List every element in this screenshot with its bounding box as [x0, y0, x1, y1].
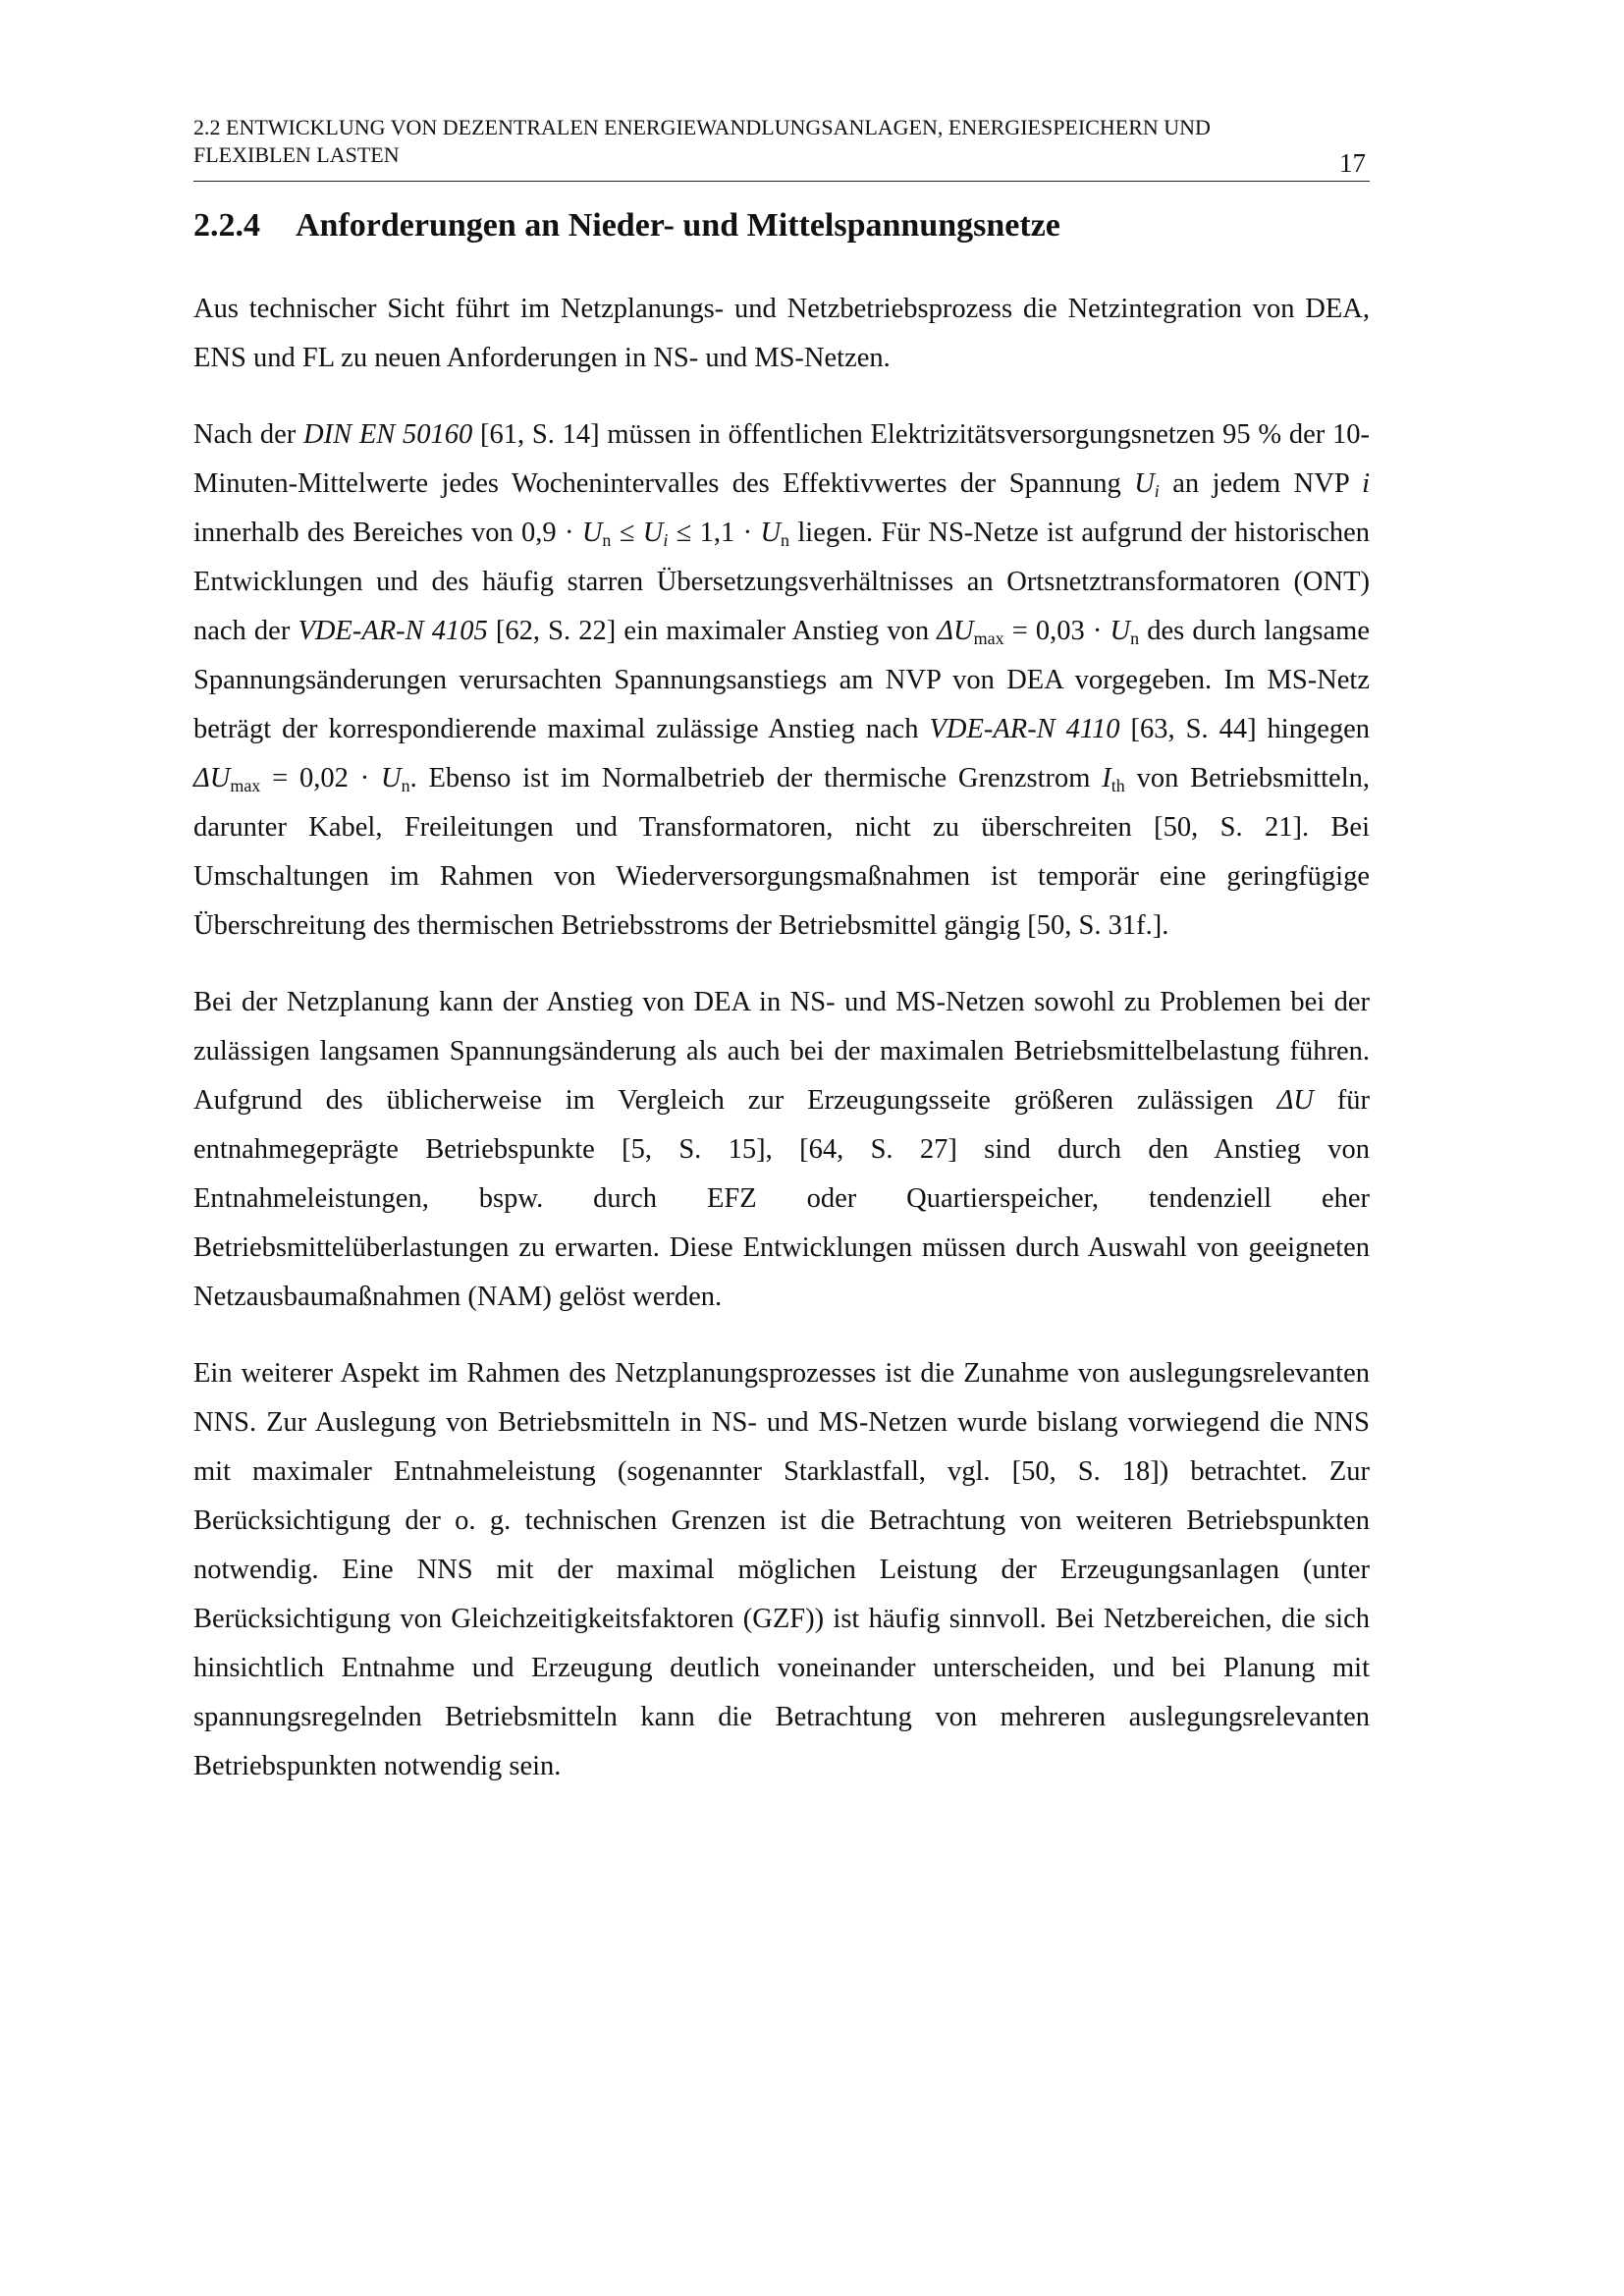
text-run: [63, S. 44] hingegen [1119, 714, 1370, 744]
math-subscript: n [781, 530, 790, 550]
math-symbol: U [1134, 468, 1155, 499]
math-symbol: i [1362, 468, 1370, 499]
standard-reference: VDE-AR-N 4105 [298, 616, 488, 646]
text-run: Nach der [193, 419, 304, 450]
text-run: von Betriebsmitteln, darunter Kabel, Freileitungen und Transformatoren, nicht zu überschreiten [50, S. 21]. Bei Umschaltungen im Rahmen von Wiederversorgungsmaßnahmen ist temporär eine geringfügige Überschreitung des thermischen Betriebsstroms der Betriebsmittel gängig [50, S. 31f.]. [193, 763, 1370, 941]
text-run: . Ebenso ist im Normalbetrieb der thermische Grenzstrom [409, 763, 1103, 793]
body-text [193, 285, 1370, 1819]
math-subscript: n [602, 530, 612, 550]
math-symbol: U [642, 518, 664, 548]
math-symbol: U [1110, 616, 1131, 646]
math-subscript: i [663, 530, 669, 550]
math-subscript: th [1110, 776, 1125, 795]
text-run: = 0,03 · [1003, 616, 1110, 646]
page-number: 17 [1339, 148, 1366, 178]
math-subscript: n [401, 776, 410, 795]
text-run: des durch langsame Spannungsänderungen verursachten Spannungsanstiegs am NVP von DEA vorgegeben. Im MS-Netz beträgt der korrespondierende maximal zulässige Anstieg nach [193, 616, 1370, 744]
math-symbol: U [760, 518, 782, 548]
standard-reference: DIN EN 50160 [303, 419, 473, 450]
section-number: 2.2.4 [193, 207, 260, 244]
text-run: innerhalb des Bereiches von 0,9 · [193, 518, 582, 548]
text-run: = 0,02 · [260, 763, 381, 793]
math-symbol: ΔU [937, 616, 974, 646]
math-symbol: ΔU [193, 763, 231, 793]
header-chapter-title-line-1: 2.2 ENTWICKLUNG VON DEZENTRALEN ENERGIEWANDLUNGSANLAGEN, ENERGIESPEICHERN UND [193, 115, 1211, 139]
text-run: liegen. Für NS-Netze ist aufgrund der historischen Entwicklungen und des häufig starren Übersetzungsverhältnisses an Ortsnetztransformatoren (ONT) nach der [193, 518, 1370, 646]
math-symbol: ΔU [1276, 1085, 1314, 1116]
paragraph-3 [193, 978, 1370, 1322]
text-run: ≤ [611, 518, 643, 548]
paragraph-4: Ein weiterer Aspekt im Rahmen des Netzplanungsprozesses ist die Zunahme von auslegungsrelevanten NNS. Zur Auslegung von Betriebsmitteln in NS- und MS-Netzen wurde bislang vorwiegend die NNS mit maximaler Entnahmeleistung (sogenannter Starklastfall, vgl. [50, S. 18]) betrachtet. Zur Berücksichtigung der o. g. technischen Grenzen ist die Betrachtung von weiteren Betriebspunkten notwendig. Eine NNS mit der maximal möglichen Leistung der Erzeugungsanlagen (unter Berücksichtigung von Gleichzeitigkeitsfaktoren (GZF)) ist häufig sinnvoll. Bei Netzbereichen, die sich hinsichtlich Entnahme und Erzeugung deutlich voneinander unterscheiden, und bei Planung mit spannungsregelnden Betriebsmitteln kann die Betrachtung von mehreren auslegungsrelevanten Betriebspunkten notwendig sein. [193, 1358, 1370, 1781]
header-chapter-title-line-2: FLEXIBLEN LASTEN [193, 142, 400, 167]
math-subscript: max [230, 776, 261, 795]
standard-reference: VDE-AR-N 4110 [929, 714, 1120, 744]
text-run: [62, S. 22] ein maximaler Anstieg von [487, 616, 938, 646]
text-run: für entnahmegeprägte Betriebspunkte [5, S. 15], [64, S. 27] sind durch den Anstieg von Entnahmeleistungen, bspw. durch EFZ oder Quartierspeicher, tendenziell eher Betriebsmittelüberlastungen zu erwarten. Diese Entwicklungen müssen durch Auswahl von geeigneten Netzausbaumaßnahmen (NAM) gelöst werden. [193, 1085, 1371, 1312]
math-subscript: max [973, 629, 1004, 648]
section-heading [193, 204, 1370, 247]
running-header [193, 114, 1370, 182]
text-run: an jedem NVP [1159, 468, 1363, 499]
math-subscript: i [1154, 481, 1160, 501]
paragraph-2 [193, 410, 1370, 951]
text-run: ≤ 1,1 · [668, 518, 761, 548]
math-symbol: I [1102, 763, 1111, 793]
text-run: Bei der Netzplanung kann der Anstieg von DEA in NS- und MS-Netzen sowohl zu Problemen bei der zulässigen langsamen Spannungsänderung als auch bei der maximalen Betriebsmittelbelastung führen. Aufgrund des üblicherweise im Vergleich zur Erzeugungsseite größeren zulässigen [193, 987, 1370, 1116]
paragraph-1: Aus technischer Sicht führt im Netzplanungs- und Netzbetriebsprozess die Netzintegration von DEA, ENS und FL zu neuen Anforderungen in NS- und MS-Netzen. [193, 294, 1370, 373]
math-symbol: U [381, 763, 402, 793]
math-subscript: n [1130, 629, 1140, 648]
text-run: [61, S. 14] müssen in öffentlichen Elektrizitätsversorgungsnetzen 95 % der 10-Minuten-Mittelwerte jedes Wochenintervalles des Effektivwertes der Spannung [193, 419, 1370, 499]
section-title: Anforderungen an Nieder- und Mittelspannungsnetze [296, 207, 1060, 244]
math-symbol: U [581, 518, 603, 548]
